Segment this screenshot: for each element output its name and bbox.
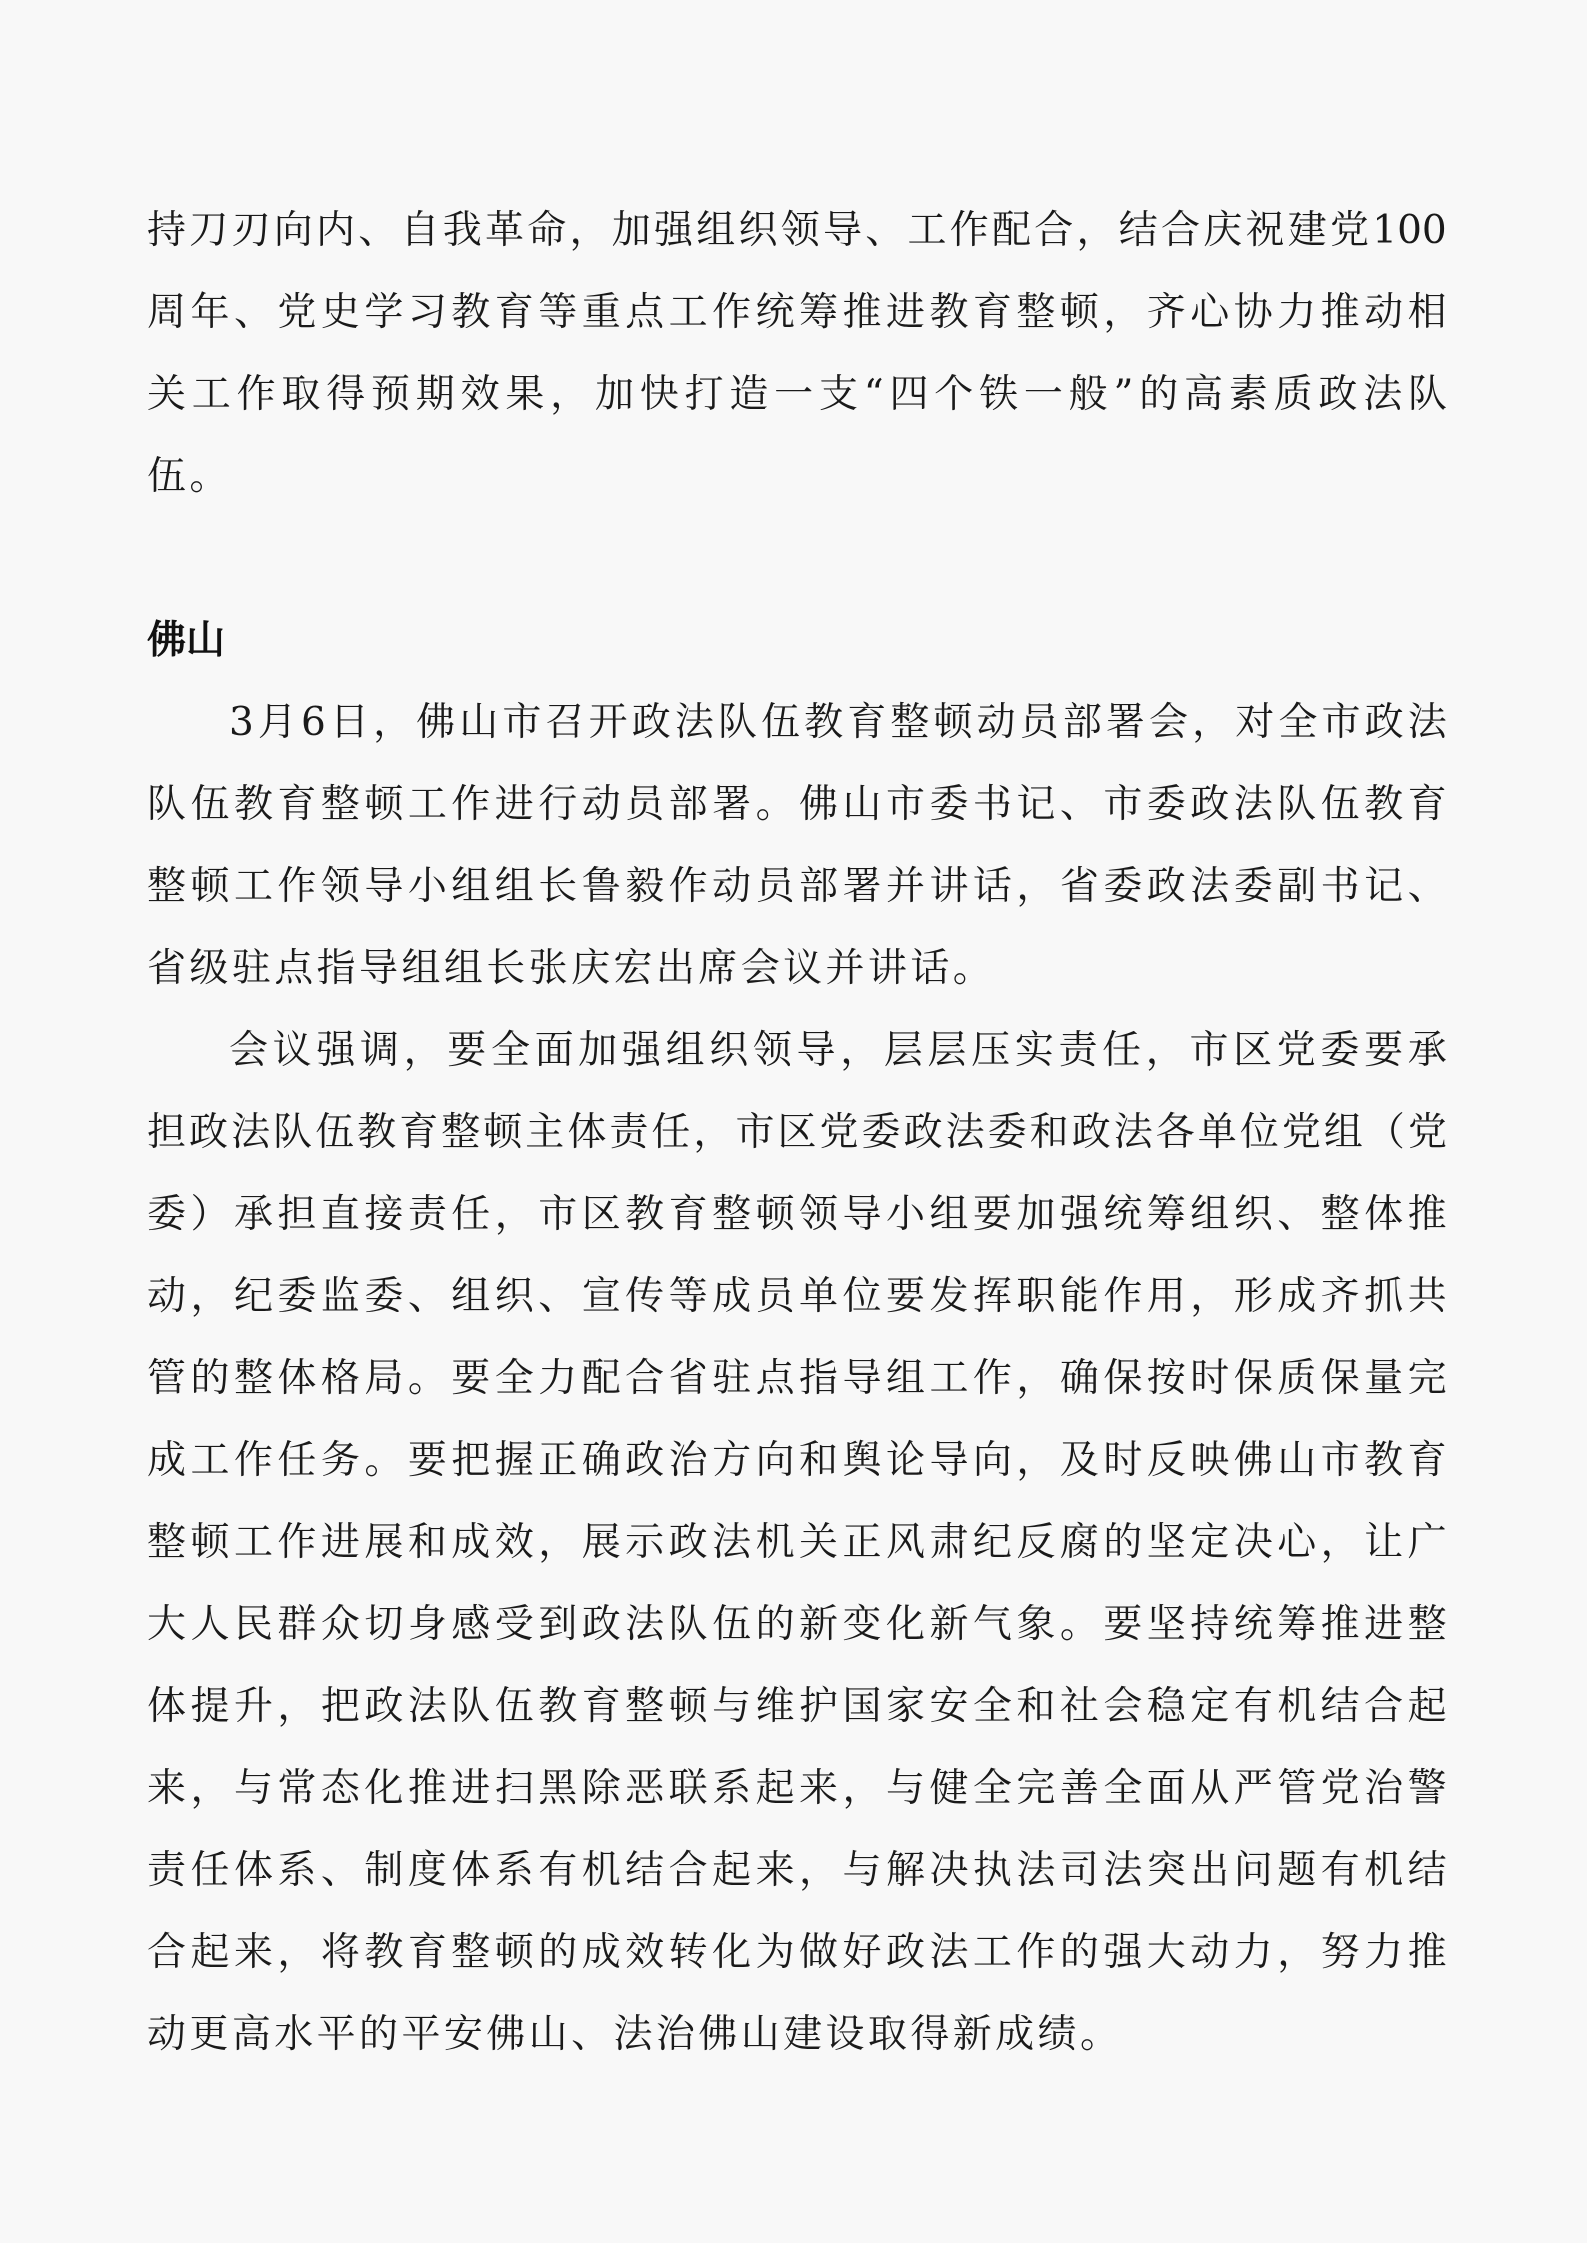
text-line: 会 议 强 调 ， 要 全 面 加 强 组 织 领 导 ， 层 层 压 实 责 任 ， 市 区 党 委 要 承 [229,1028,1447,1073]
text-line: 整 顿 工 作 领 导 小 组 组 长 鲁 毅 作 动 员 部 署 并 讲 话 ， 省 委 政 法 委 副 书 记 、 [147,864,1447,909]
text-line: 大 人 民 群 众 切 身 感 受 到 政 法 队 伍 的 新 变 化 新 气 象 。 要 坚 持 统 筹 推 进 整 [147,1602,1447,1647]
text-line: 合 起 来 ， 将 教 育 整 顿 的 成 效 转 化 为 做 好 政 法 工 作 的 强 大 动 力 ， 努 力 推 [147,1930,1447,1975]
text-line: 关 工 作 取 得 预 期 效 果 ， 加 快 打 造 一 支 “ 四 个 铁 一 般 ” 的 高 素 质 政 法 队 [147,372,1447,417]
text-line: 成 工 作 任 务 。 要 把 握 正 确 政 治 方 向 和 舆 论 导 向 ， 及 时 反 映 佛 山 市 教 育 [147,1438,1447,1483]
text-line: 委 ） 承 担 直 接 责 任 ， 市 区 教 育 整 顿 领 导 小 组 要 加 强 统 筹 组 织 、 整 体 推 [147,1192,1447,1237]
text-line: 来 ， 与 常 态 化 推 进 扫 黑 除 恶 联 系 起 来 ， 与 健 全 完 善 全 面 从 严 管 党 治 警 [147,1766,1447,1811]
text-line: 责 任 体 系 、 制 度 体 系 有 机 结 合 起 来 ， 与 解 决 执 法 司 法 突 出 问 题 有 机 结 [147,1848,1447,1893]
text-line: 管 的 整 体 格 局 。 要 全 力 配 合 省 驻 点 指 导 组 工 作 ， 确 保 按 时 保 质 保 量 完 [147,1356,1447,1401]
text-line: 动 更 高 水 平 的 平 安 佛 山 、 法 治 佛 山 建 设 取 得 新 成 绩 。 [147,2012,1119,2057]
text-line: 整 顿 工 作 进 展 和 成 效 ， 展 示 政 法 机 关 正 风 肃 纪 反 腐 的 坚 定 决 心 ， 让 广 [147,1520,1447,1565]
text-line: 3 月 6 日 ， 佛 山 市 召 开 政 法 队 伍 教 育 整 顿 动 员 部 署 会 ， 对 全 市 政 法 [229,700,1447,745]
text-line: 省 级 驻 点 指 导 组 组 长 张 庆 宏 出 席 会 议 并 讲 话 。 [147,946,992,991]
section-gap [147,533,1447,615]
text-line: 队 伍 教 育 整 顿 工 作 进 行 动 员 部 署 。 佛 山 市 委 书 记 、 市 委 政 法 队 伍 教 育 [147,782,1447,827]
text-line: 体 提 升 ， 把 政 法 队 伍 教 育 整 顿 与 维 护 国 家 安 全 和 社 会 稳 定 有 机 结 合 起 [147,1684,1447,1729]
text-line: 周 年 、 党 史 学 习 教 育 等 重 点 工 作 统 筹 推 进 教 育 整 顿 ， 齐 心 协 力 推 动 相 [147,290,1447,335]
text-line: 动 ， 纪 委 监 委 、 组 织 、 宣 传 等 成 员 单 位 要 发 挥 职 能 作 用 ， 形 成 齐 抓 共 [147,1274,1447,1319]
section-heading: 佛山 [147,618,226,663]
paragraph-1 [147,205,1447,533]
paragraph-2 [147,697,1447,1025]
paragraph-3 [147,1025,1447,2091]
text-line: 担 政 法 队 伍 教 育 整 顿 主 体 责 任 ， 市 区 党 委 政 法 委 和 政 法 各 单 位 党 组 （ 党 [147,1110,1447,1155]
text-line: 持 刀 刃 向 内 、 自 我 革 命 ， 加 强 组 织 领 导 、 工 作 配 合 ， 结 合 庆 祝 建 党 100 [147,208,1447,253]
text-line: 伍 。 [147,454,229,499]
document-body [147,205,1447,2091]
